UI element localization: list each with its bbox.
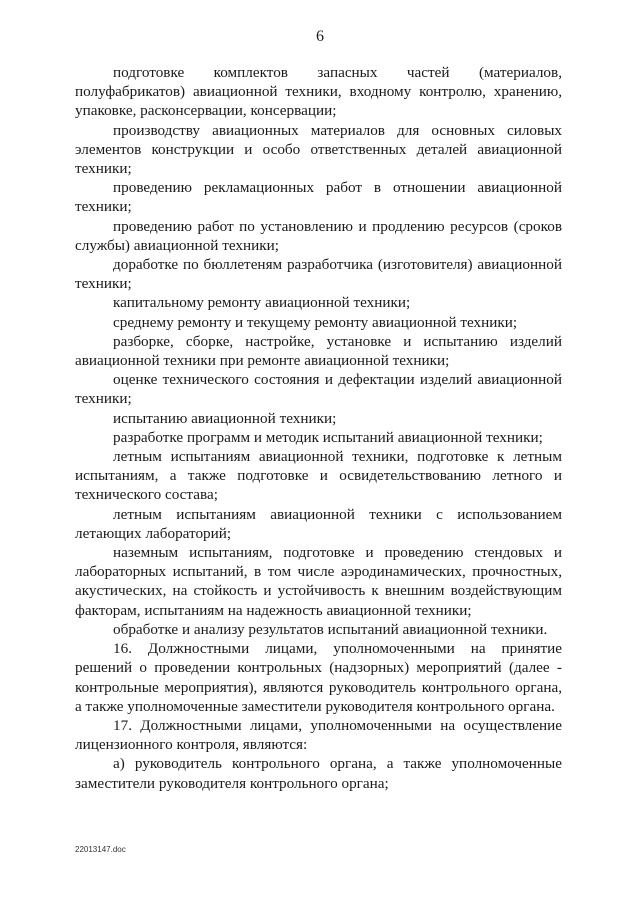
paragraph-17: 17. Должностными лицами, уполномоченными на осуществление лицензионного контроля, являются: bbox=[75, 716, 562, 754]
paragraph-10: испытанию авиационной техники; bbox=[113, 409, 337, 427]
paragraph-8: разборке, сборке, настройке, установке и испытанию изделий авиационной техники при ремонте авиационной техники; bbox=[75, 332, 562, 370]
page-number: 6 bbox=[316, 28, 324, 45]
document-body bbox=[75, 63, 562, 793]
paragraph-6: капитальному ремонту авиационной техники; bbox=[113, 294, 411, 312]
paragraph-4: проведению работ по установлению и продлению ресурсов (сроков службы) авиационной техники; bbox=[75, 217, 562, 254]
paragraph-11: разработке программ и методик испытаний авиационной техники; bbox=[113, 428, 543, 446]
paragraph-2: производству авиационных материалов для основных силовых элементов конструкции и особо ответственных деталей авиационной техники; bbox=[75, 121, 562, 178]
paragraph-16: 16. Должностными лицами, уполномоченными на принятие решений о проведении контрольных (надзорных) мероприятий (далее - контрольные мероприятия), являются руководитель контрольного органа, а также уполномоченные заместители руководителя контрольного органа. bbox=[75, 640, 562, 715]
paragraph-1: подготовке комплектов запасных частей (материалов, полуфабрикатов) авиационной техники, входному контролю, хранению, упаковке, расконсервации, консервации; bbox=[75, 64, 562, 120]
paragraph-14: наземным испытаниям, подготовке и проведению стендовых и лабораторных испытаний, в том числе аэродинамических, прочностных, акустических, на стойкость и устойчивость к внешним воздействующим факторам, испытаниям на надежность авиационной техники; bbox=[75, 544, 562, 619]
document-filename: 22013147.doc bbox=[75, 845, 126, 854]
paragraph-13: летным испытаниям авиационной техники с использованием летающих лабораторий; bbox=[75, 505, 562, 542]
paragraph-15: обработке и анализу результатов испытаний авиационной техники. bbox=[113, 620, 548, 638]
paragraph-5: доработке по бюллетеням разработчика (изготовителя) авиационной техники; bbox=[75, 256, 562, 293]
paragraph-12: летным испытаниям авиационной техники, подготовке к летным испытаниям, а также подготовке и освидетельствованию летного и технического состава; bbox=[75, 448, 562, 504]
paragraph-3: проведению рекламационных работ в отношении авиационной техники; bbox=[75, 179, 562, 216]
paragraph-7: среднему ремонту и текущему ремонту авиационной техники; bbox=[113, 313, 518, 331]
paragraph-9: оценке технического состояния и дефектации изделий авиационной техники; bbox=[75, 371, 562, 408]
paragraph-18: а) руководитель контрольного органа, а также уполномоченные заместители руководителя контрольного органа; bbox=[75, 755, 562, 792]
